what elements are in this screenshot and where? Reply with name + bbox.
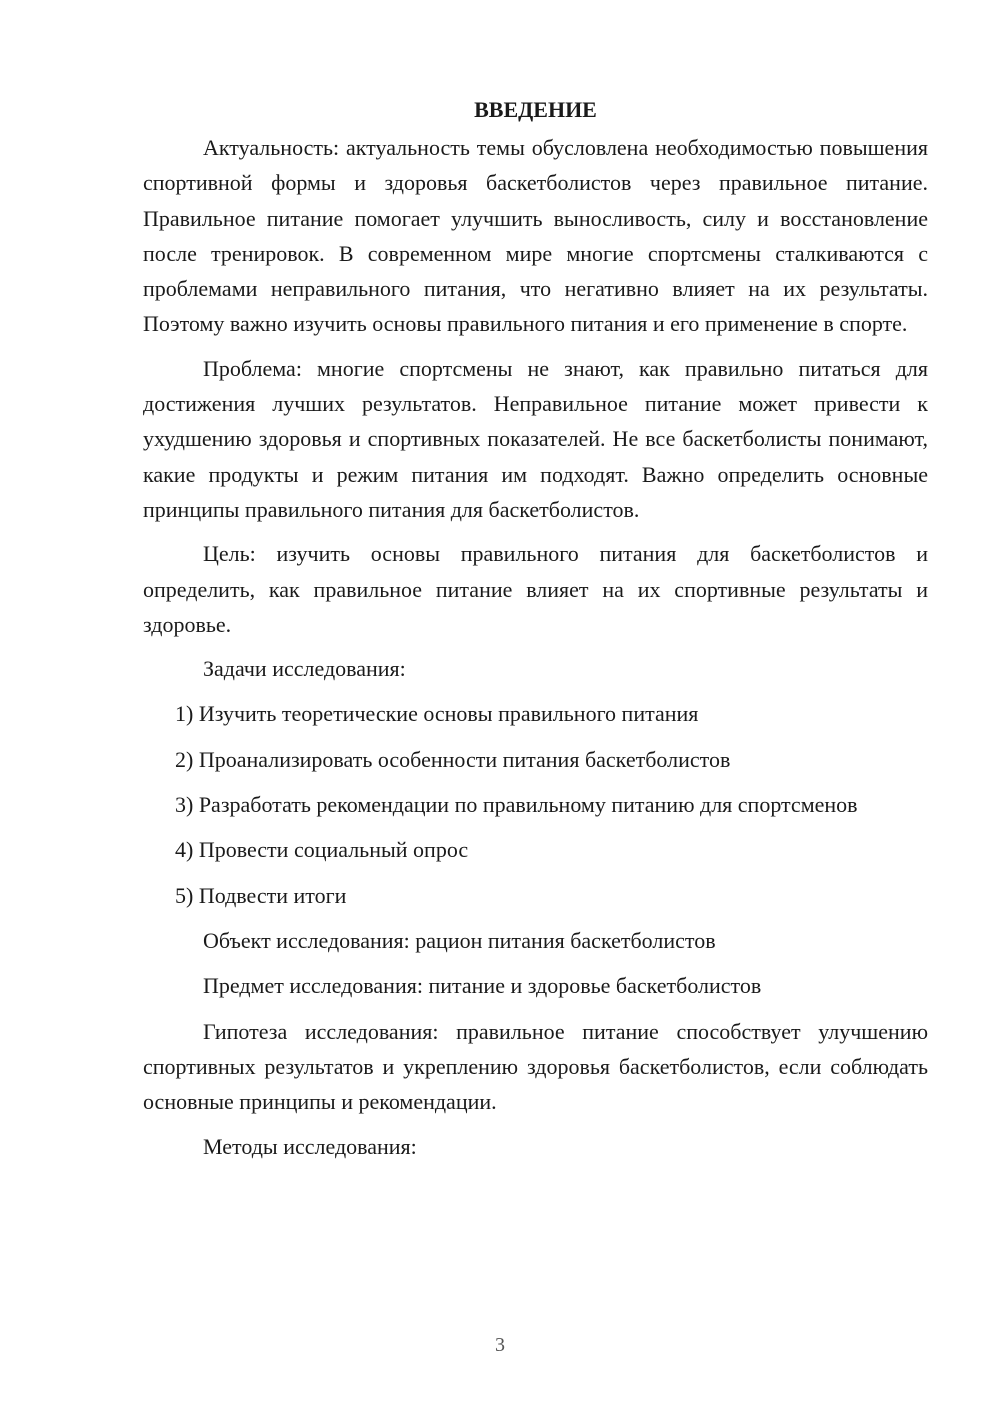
page-number: 3 [495, 1334, 505, 1356]
paragraph-problem: Проблема: многие спортсмены не знают, как правильно питаться для достижения лучших результатов. Неправильное питание может привести к ухудшению здоровья и спортивных показателей. Не все баскетболисты понимают, какие продукты и режим питания им подходят. Важно определить основные принципы правильного питания для баскетболистов. [143, 355, 928, 522]
paragraph-object: Объект исследования: рацион питания баскетболистов [203, 927, 716, 953]
paragraph-relevance: Актуальность: актуальность темы обусловлена необходимостью повышения спортивной формы и здоровья баскетболистов через правильное питание. Правильное питание помогает улучшить выносливость, силу и восстановление после тренировок. В современном мире многие спортсмены сталкиваются с проблемами неправильного питания, что негативно влияет на их результаты. Поэтому важно изучить основы правильного питания и его применение в спорте. [143, 135, 928, 337]
list-item: 2) Проанализировать особенности питания баскетболистов [175, 746, 731, 772]
list-item: 1) Изучить теоретические основы правильного питания [175, 701, 699, 727]
list-item: 3) Разработать рекомендации по правильному питанию для спортсменов [175, 792, 858, 818]
list-item: 4) Провести социальный опрос [175, 837, 469, 863]
section-title: ВВЕДЕНИЕ [474, 97, 597, 122]
document-page [143, 90, 928, 1165]
paragraph-goal: Цель: изучить основы правильного питания для баскетболистов и определить, как правильное питание влияет на их спортивные результаты и здоровье. [143, 541, 928, 637]
methods-heading: Методы исследования: [203, 1134, 417, 1160]
tasks-heading: Задачи исследования: [203, 656, 406, 682]
paragraph-subject: Предмет исследования: питание и здоровье баскетболистов [203, 973, 762, 999]
tasks-list [143, 696, 928, 912]
list-item: 5) Подвести итоги [175, 882, 347, 908]
paragraph-hypothesis: Гипотеза исследования: правильное питание способствует улучшению спортивных результатов и укреплению здоровья баскетболистов, если соблюдать основные принципы и рекомендации. [143, 1018, 928, 1115]
